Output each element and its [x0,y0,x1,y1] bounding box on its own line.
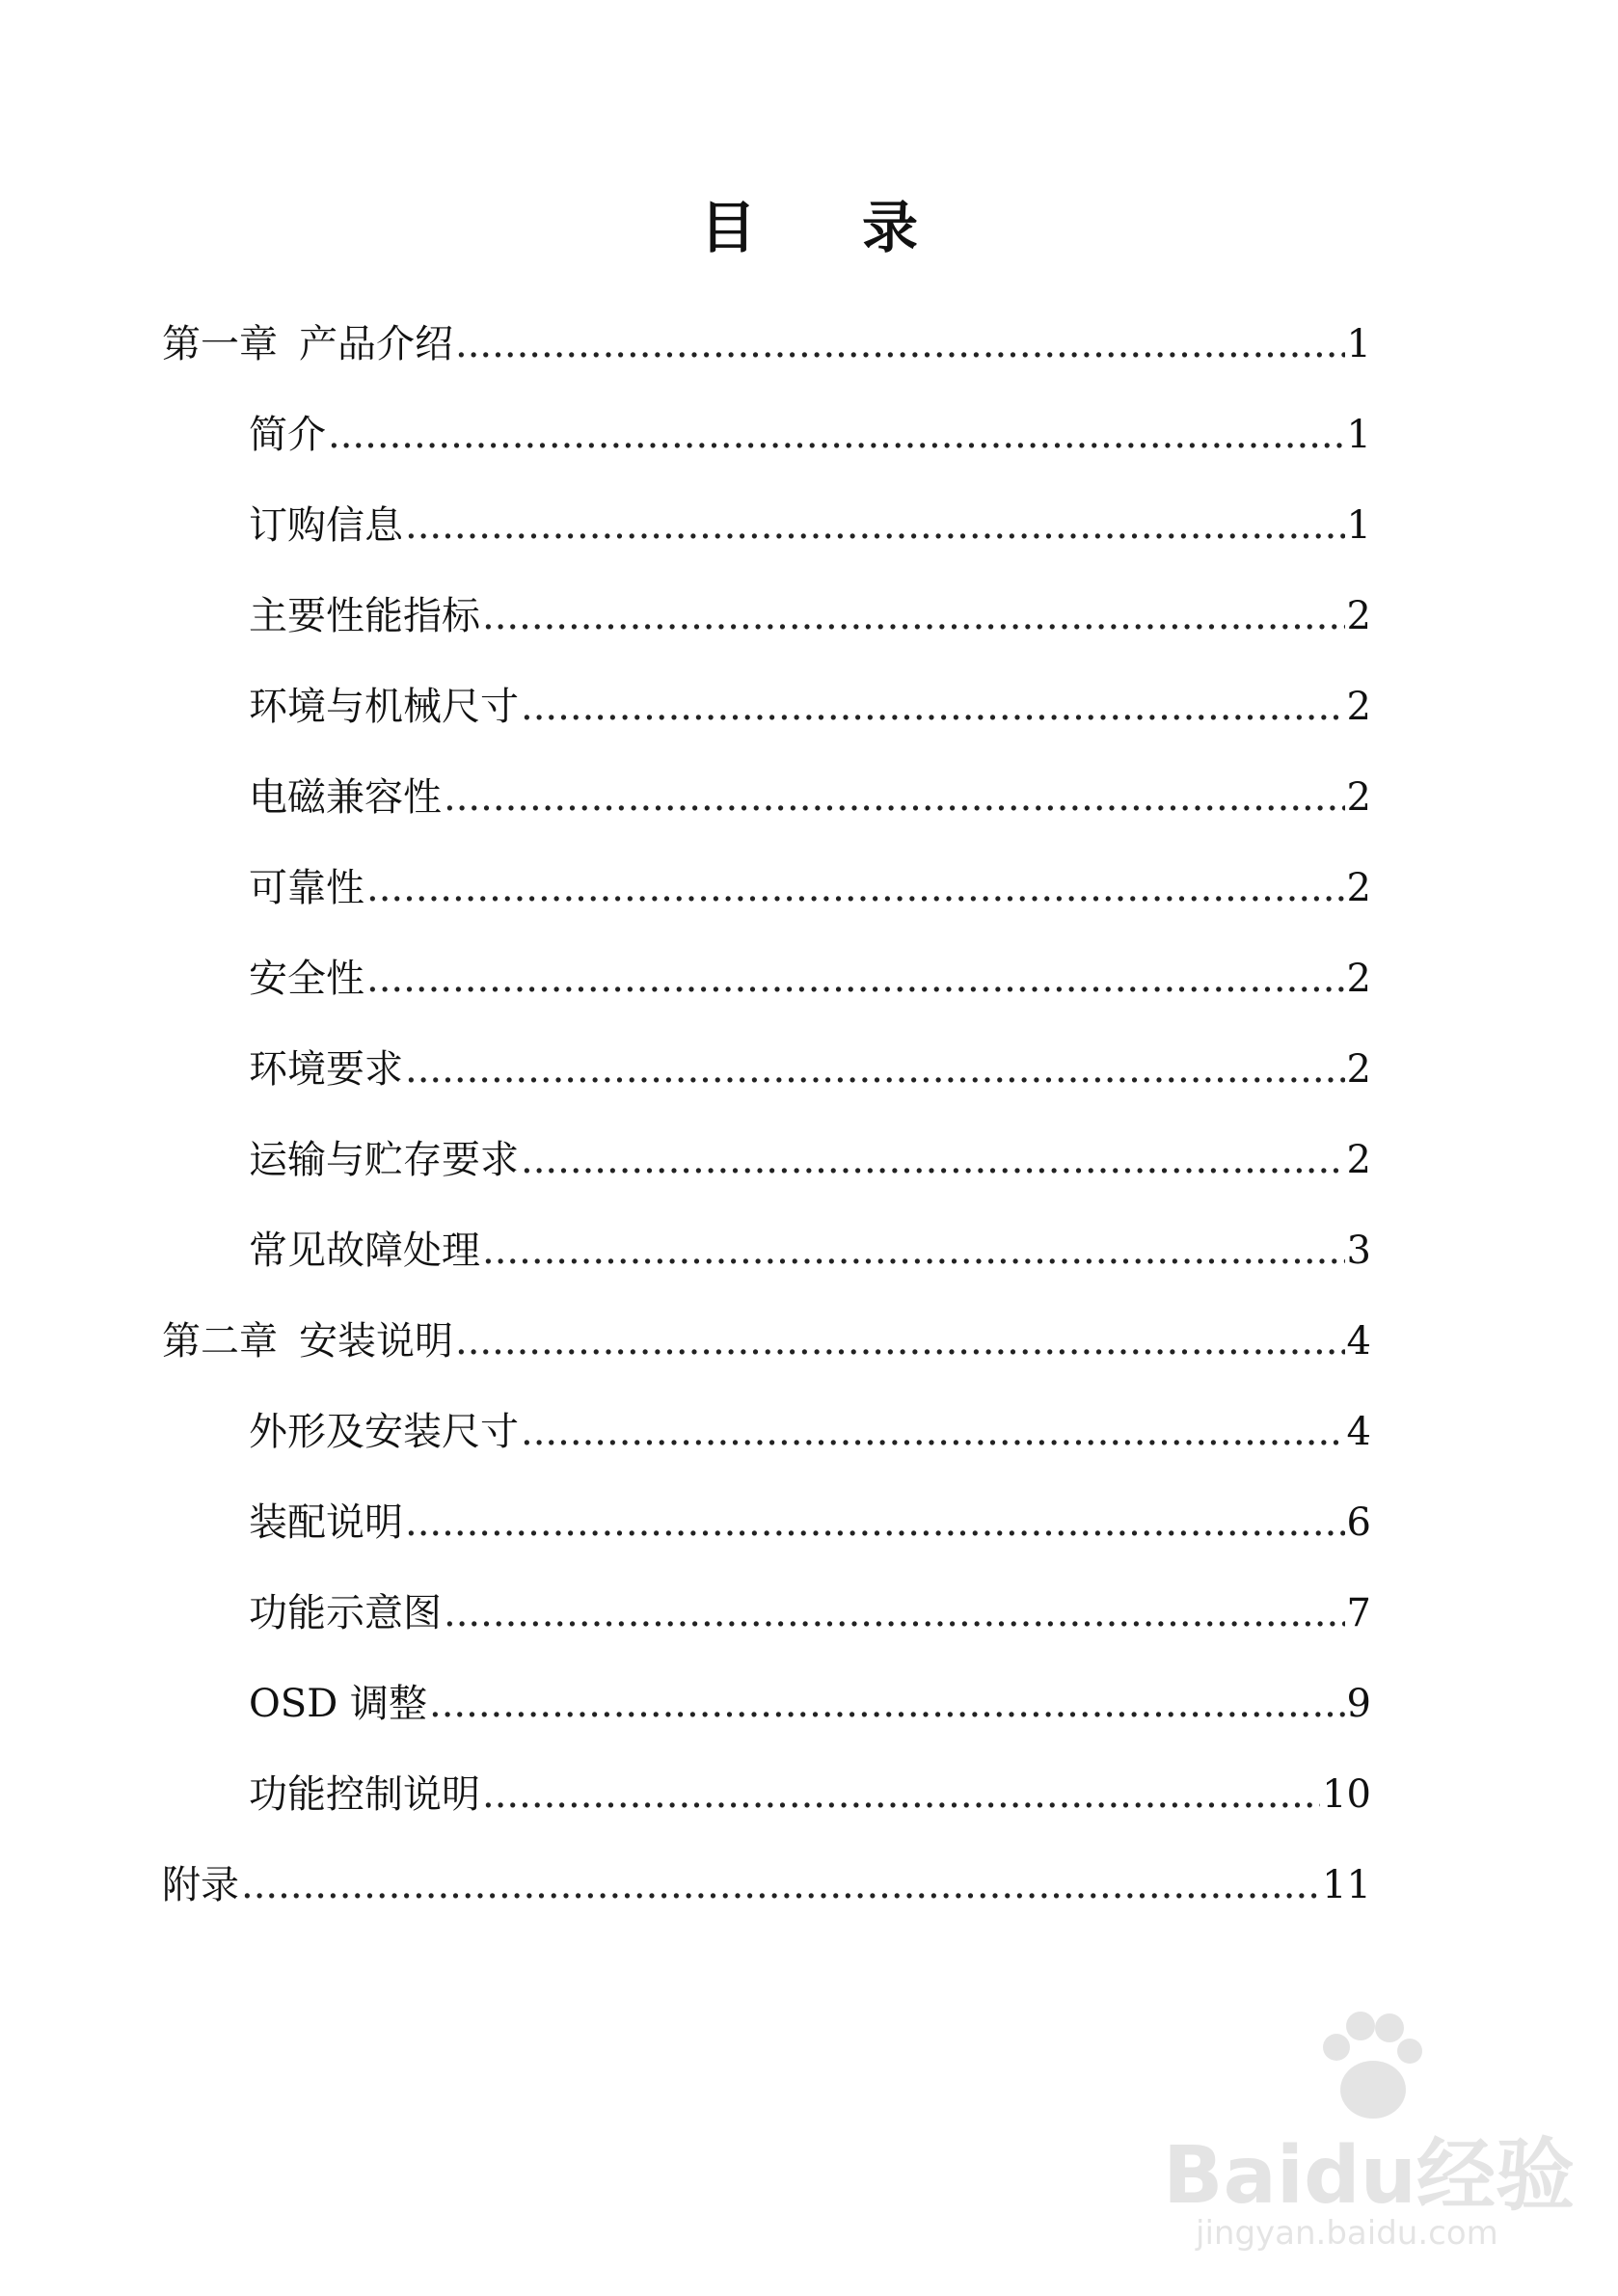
toc-entry[interactable] [162,1749,1371,1840]
toc-entry[interactable] [162,933,1371,1024]
toc-entry-text: 环境与机械尺寸 [249,685,519,729]
toc-chapter-number: 第一章 [162,322,278,366]
toc-dot-leader [429,1679,1345,1729]
toc-entry[interactable] [162,1477,1371,1568]
toc-dot-leader [328,410,1345,460]
toc-entry[interactable] [162,1115,1371,1205]
toc-entry-text: 产品介绍 [299,322,453,366]
toc-dot-leader [366,863,1345,913]
toc-entry[interactable] [162,390,1371,480]
toc-page-number: 2 [1346,775,1371,820]
toc-page-number: 2 [1346,594,1371,638]
toc-page-number: 6 [1346,1500,1371,1545]
toc-entry-label [249,954,364,1004]
toc-entry-text: 安全性 [249,957,364,1001]
toc-dot-leader [482,1769,1320,1820]
toc-entry-text: 主要性能指标 [249,594,480,638]
toc-dot-leader [455,1316,1345,1366]
toc-dot-leader [482,1226,1345,1276]
toc-entry[interactable] [162,571,1371,662]
toc-entry-text: 功能控制说明 [249,1772,480,1817]
toc-page-number: 4 [1346,1319,1371,1364]
toc-entry-label [249,1498,403,1548]
toc-entry-label [249,500,403,551]
toc-entry-label [249,863,364,913]
toc-entry-label [162,1860,239,1910]
toc-entry[interactable] [162,1659,1371,1749]
title-char-left: 目 [699,195,756,260]
watermark-brand: Baidu经验 [1163,2130,1576,2222]
toc-page-number: 2 [1346,1047,1371,1092]
toc-entry-label [249,772,442,823]
toc-entry-label [162,1316,453,1366]
toc-entry[interactable] [162,662,1371,752]
toc-page-number: 2 [1346,1138,1371,1182]
toc-dot-leader [521,682,1345,732]
toc-entry-text: 订购信息 [249,503,403,548]
toc-entry-label [249,1044,403,1094]
toc-page-number: 11 [1322,1863,1371,1907]
toc-entry[interactable] [162,1568,1371,1659]
toc-entry-text: 功能示意图 [249,1591,442,1635]
toc-entry[interactable] [162,1024,1371,1115]
toc-entry[interactable] [162,1205,1371,1296]
toc-dot-leader [521,1135,1345,1185]
toc-entry-text: 安装说明 [299,1319,453,1364]
toc-page-number: 10 [1322,1772,1371,1817]
toc-entry-text: 电磁兼容性 [249,775,442,820]
toc-dot-leader [241,1860,1320,1910]
toc-page-number: 1 [1346,413,1371,457]
toc-entry[interactable] [162,480,1371,571]
toc-dot-leader [521,1407,1345,1457]
title-char-right: 录 [862,195,919,260]
toc-entry-text: OSD 调整 [249,1682,427,1726]
toc-entry-label [249,1679,427,1729]
toc-dot-leader [366,954,1345,1004]
toc-entry-text: 外形及安装尺寸 [249,1410,519,1454]
toc-entry-text: 装配说明 [249,1500,403,1545]
toc-page-number: 1 [1346,322,1371,366]
page-title [0,189,1618,266]
toc-entry-text: 常见故障处理 [249,1229,480,1273]
table-of-contents [162,299,1371,1931]
toc-dot-leader [455,319,1345,369]
toc-page-number: 7 [1346,1591,1371,1635]
toc-entry-label [249,682,519,732]
toc-chapter-number: 第二章 [162,1319,278,1364]
watermark [1163,2007,1576,2257]
toc-dot-leader [444,772,1345,823]
toc-entry-label [249,1135,519,1185]
toc-page-number: 1 [1346,503,1371,548]
toc-entry-label [249,1226,480,1276]
toc-entry[interactable] [162,1840,1371,1931]
toc-page-number: 9 [1346,1682,1371,1726]
toc-dot-leader [405,500,1345,551]
toc-entry-text: 附录 [162,1863,239,1907]
toc-page-number: 3 [1346,1229,1371,1273]
toc-entry[interactable] [162,299,1371,390]
toc-page-number: 2 [1346,957,1371,1001]
toc-entry[interactable] [162,1387,1371,1477]
toc-dot-leader [482,591,1345,641]
toc-entry-label [249,1769,480,1820]
toc-entry-label [249,1407,519,1457]
toc-entry-label [249,1588,442,1638]
toc-entry-label [162,319,453,369]
toc-entry-text: 环境要求 [249,1047,403,1092]
toc-page-number: 4 [1346,1410,1371,1454]
toc-page-number: 2 [1346,866,1371,910]
toc-entry-text: 运输与贮存要求 [249,1138,519,1182]
watermark-domain: jingyan.baidu.com [1196,2214,1498,2253]
toc-entry-label [249,591,480,641]
toc-entry[interactable] [162,752,1371,843]
toc-dot-leader [405,1044,1345,1094]
toc-entry-text: 可靠性 [249,866,364,910]
toc-entry-label [249,410,326,460]
toc-dot-leader [444,1588,1345,1638]
toc-entry-text: 简介 [249,413,326,457]
toc-entry[interactable] [162,843,1371,933]
toc-entry[interactable] [162,1296,1371,1387]
toc-page-number: 2 [1346,685,1371,729]
toc-dot-leader [405,1498,1345,1548]
